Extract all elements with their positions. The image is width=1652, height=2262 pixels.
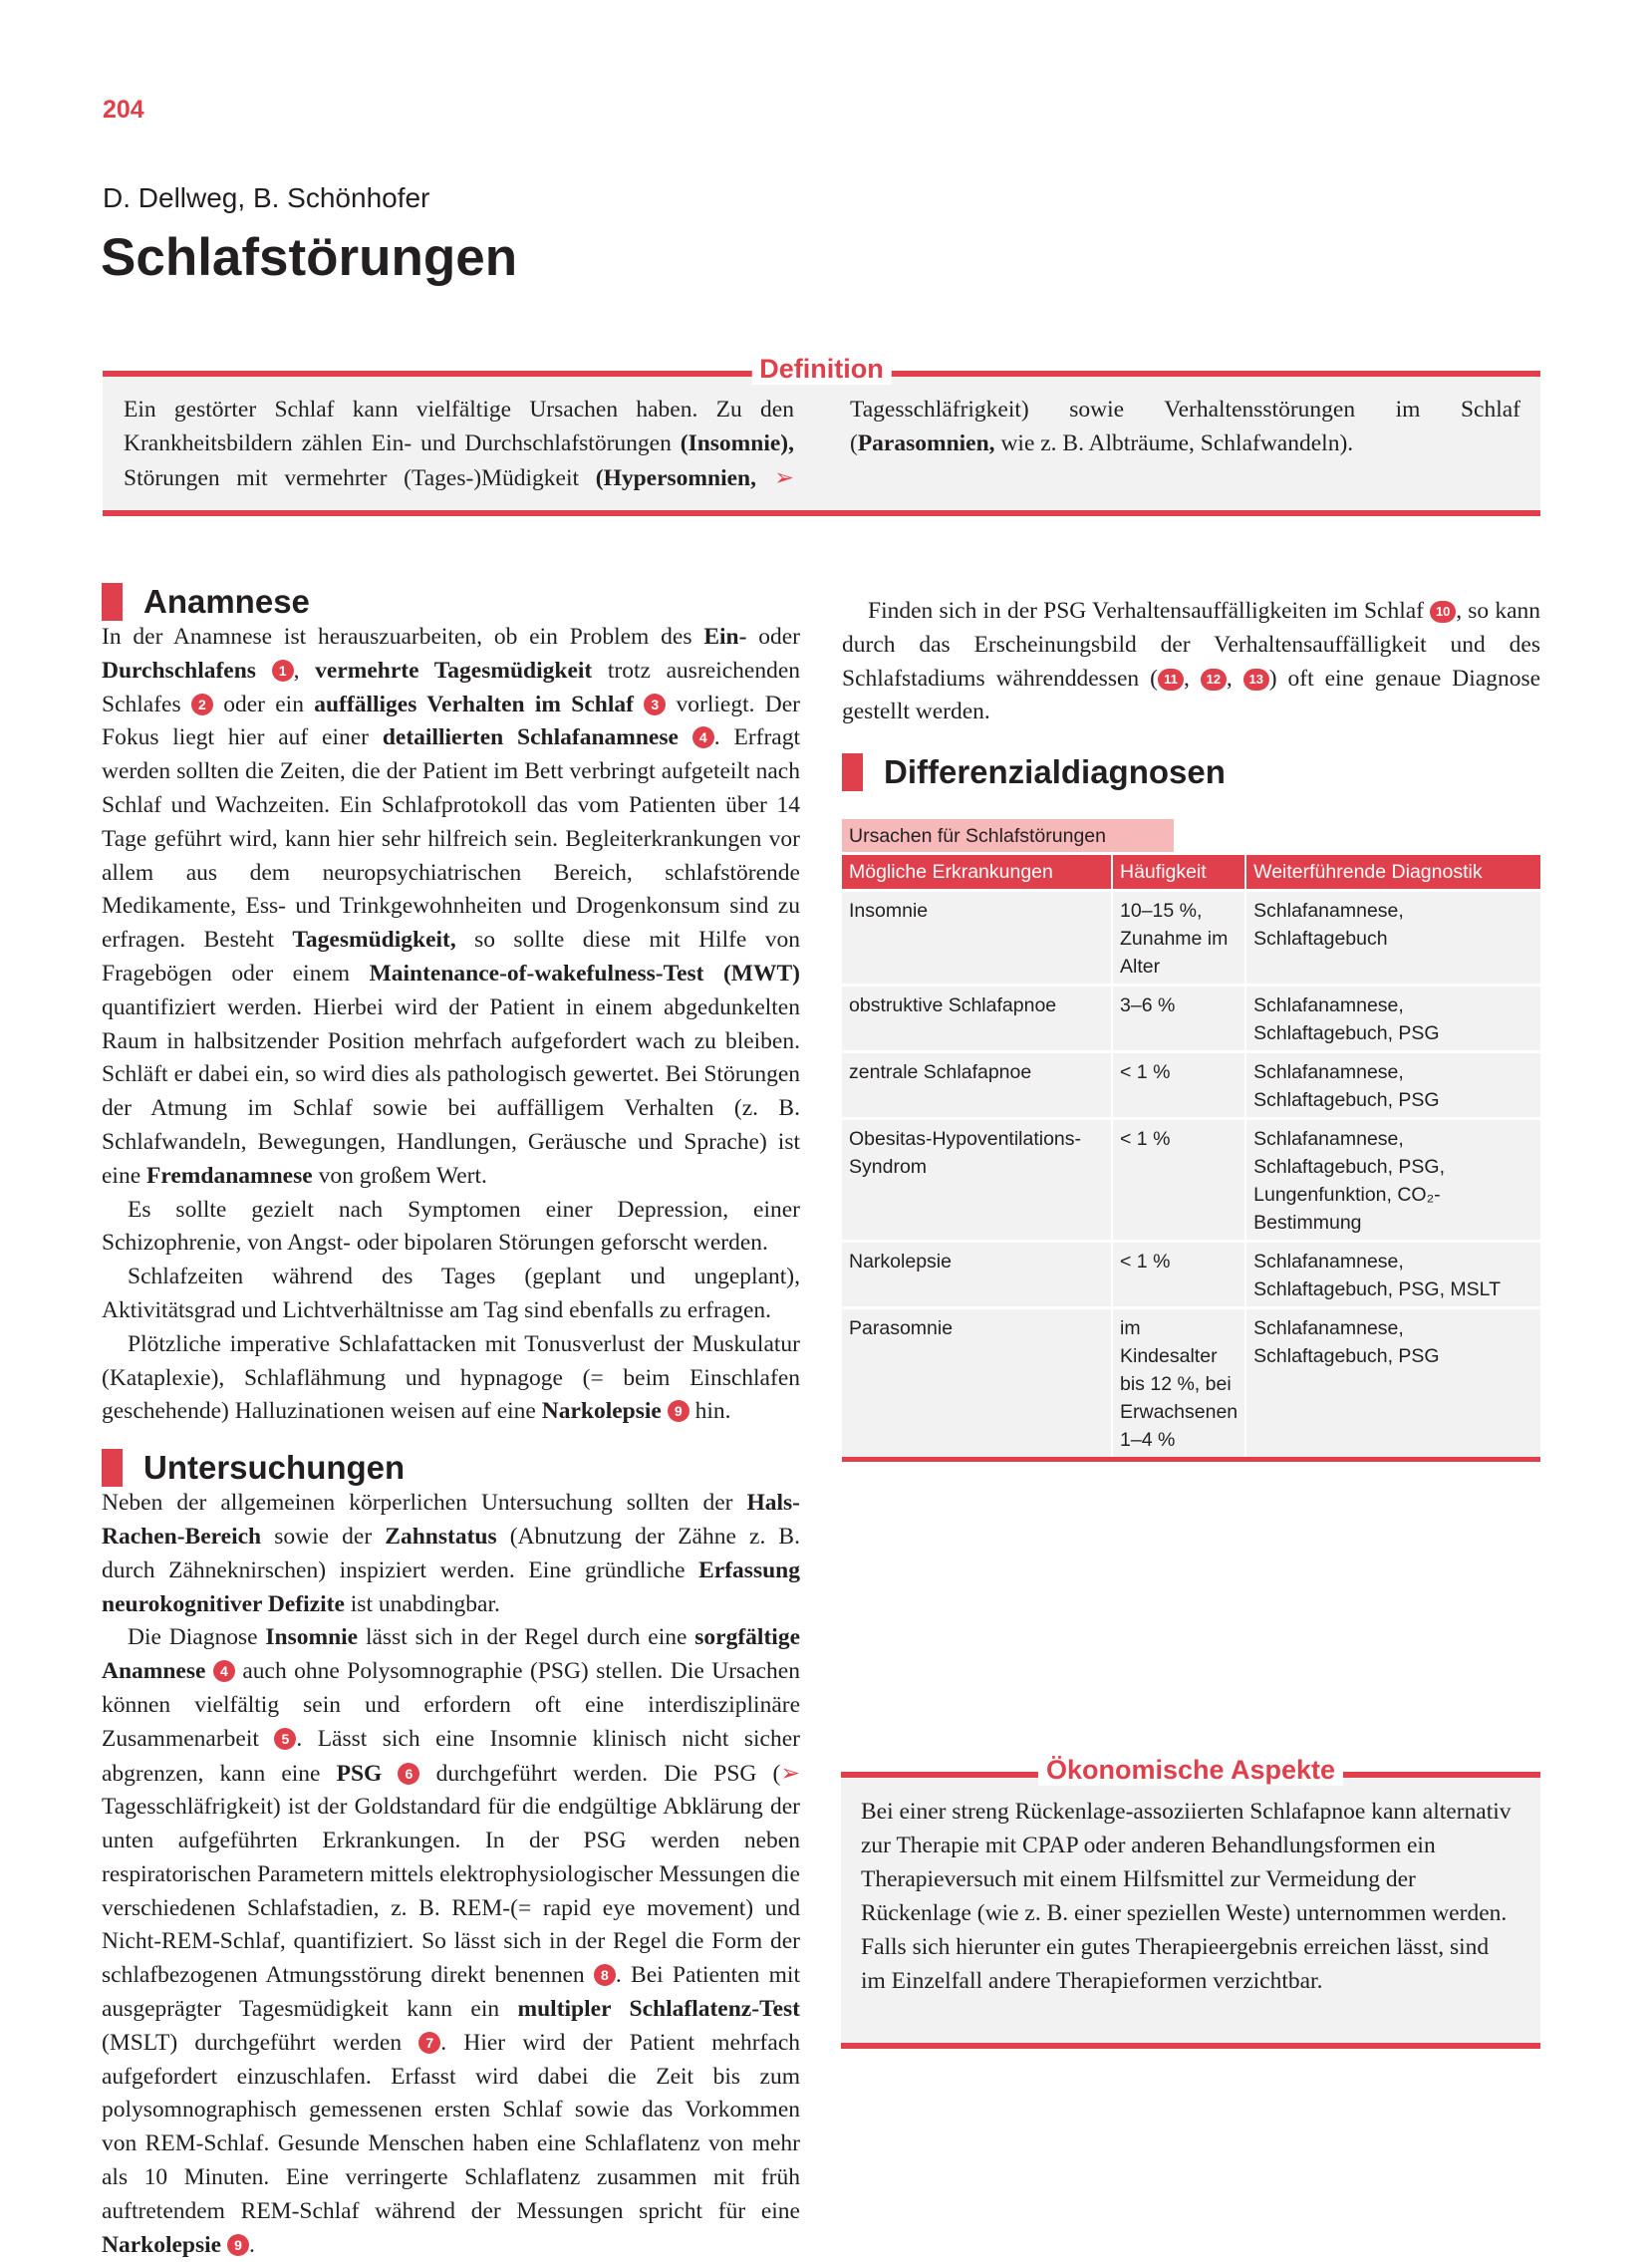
table-cell: Obesitas-Hypoventilations-Syndrom <box>842 1118 1112 1241</box>
reference-marker: 11 <box>1158 669 1184 691</box>
page-number: 204 <box>103 96 144 124</box>
table-cell: Parasomnie <box>842 1307 1112 1457</box>
anamnese-paragraph: In der Anamnese ist herauszuarbeiten, ob ein Problem des Ein- oder Durchschlafens 1 , vermehrte Tagesmüdigkeit trotz ausreichenden Schlafes 2 oder ein auffälliges Verhalten im Schlaf 3 vorliegt. Der Fokus liegt hier auf einer detaillierten Schlafanamnese 4 . Erfragt werden sollten die Zeiten, die der Patient im Bett verbringt aufgeteilt nach Schlaf und Wachzeiten. Ein Schlafprotokoll das vom Patienten über 14 Tage geführt wird, kann hier sehr hilfreich sein. Begleiterkrankungen vor allem aus dem neuropsychiatrischen Bereich, schlafstörende Medikamente, Ess- und Trinkgewohnheiten und Drogenkonsum sind zu erfragen. Besteht Tagesmüdigkeit, so sollte diese mit Hilfe von Fragebögen oder einem Maintenance-of-wakefulness-Test (MWT) quantifiziert werden. Hierbei wird der Patient in einem abgedunkelten Raum in halbsitzender Position mehrfach aufgefordert wach zu bleiben. Schläft er dabei ein, so wird dies als pathologisch gewertet. Bei Störungen der Atmung im Schlaf sowie bei auffälligem Verhalten (z. B. Schlafwandeln, Bewegungen, Handlungen, Geräusche und Sprache) ist eine Fremdanamnese von großem Wert. <box>102 624 801 1189</box>
table-cell: obstruktive Schlafapnoe <box>842 985 1112 1051</box>
table-cell: Schlafanamnese, Schlaftagebuch, PSG <box>1245 1051 1540 1118</box>
column-header: Mögliche Erkrankungen <box>842 855 1112 891</box>
cross-reference-arrow-icon: ➢ <box>780 1758 801 1787</box>
cross-reference-arrow-icon: ➢ <box>755 463 794 491</box>
economic-aspects-box <box>841 1755 1540 2049</box>
heading-marker <box>842 753 863 791</box>
untersuchungen-paragraph: Die Diagnose Insomnie lässt sich in der Regel durch eine sorgfältige Anamnese 4 auch ohne Polysomnographie (PSG) stellen. Die Ursachen können vielfältig sein und erfordern oft eine interdisziplinäre Zusammenarbeit 5 . Lässt sich eine Insomnie klinisch nicht sicher abgrenzen, kann eine PSG 6 durchgeführt werden. Die PSG (➢ Tagesschläfrigkeit) ist der Goldstandard für die endgültige Abklärung der unten aufgeführten Erkrankungen. In der PSG werden neben respiratorischen Parametern mittels elektrophysiologischer Messungen die verschiedenen Schlafstadien, z. B. REM-(= rapid eye movement) und Nicht-REM-Schlaf, quantifiziert. So lässt sich in der Regel die Form der schlafbezogenen Atmungsstörung direkt benennen 8 . Bei Patienten mit ausgeprägter Tagesmüdigkeit kann ein multipler Schlaflatenz-Test (MSLT) durchgeführt werden 7 . Hier wird der Patient mehrfach aufgefordert einzuschlafen. Erfasst wird dabei die Zeit bis zum polysomnographisch gemessenen ersten Schlaf sowie das Vorkommen von REM-Schlaf. Gesunde Menschen haben eine Schlaflatenz von mehr als 10 Minuten. Eine verringerte Schlaflatenz zusammen mit früh auftretendem REM-Schlaf während der Messungen spricht für eine Narkolepsie 9 . <box>102 1624 801 2258</box>
reference-marker: 7 <box>418 2032 440 2054</box>
table-cell: Schlafanamnese, Schlaftagebuch <box>1245 890 1540 985</box>
table-cell: 3–6 % <box>1112 985 1245 1051</box>
anamnese-paragraph: Plötzliche imperative Schlafattacken mit Tonusverlust der Muskulatur (Kataplexie), Schlaflähmung und hypnagoge (= beim Einschlafen geschehende) Halluzinationen weisen auf eine Narkolepsie 9 hin. <box>102 1330 800 1425</box>
reference-marker: 9 <box>227 2234 249 2256</box>
reference-marker: 4 <box>213 1660 235 1682</box>
definition-text: Ein gestörter Schlaf kann vielfältige Ursachen haben. Zu den Krankheitsbildern zählen Ein- und Durchschlafstörungen (Insomnie), Störungen mit vermehrter (Tages-)Müdigkeit (Hypersomnien, ➢ Tagesschläfrigkeit) sowie Verhaltensstörungen im Schlaf (Parasomnien, wie z. B. Albträume, Schlafwandeln). <box>124 397 1520 491</box>
table-row <box>842 1307 1540 1457</box>
table-row <box>842 1118 1540 1241</box>
table-row <box>842 1051 1540 1118</box>
definition-box <box>103 354 1540 516</box>
right-column <box>842 595 1540 1462</box>
table-cell: im Kindesalter bis 12 %, bei Erwachsenen 1–4 % <box>1112 1307 1245 1457</box>
table-cell: 10–15 %, Zunahme im Alter <box>1112 890 1245 985</box>
section-heading-differenzialdiagnosen: Differenzialdiagnosen <box>842 753 1540 791</box>
definition-bottom-rule <box>103 510 1540 516</box>
section-heading-untersuchungen: Untersuchungen <box>102 1449 800 1487</box>
economic-aspects-label: Ökonomische Aspekte <box>1038 1755 1343 1786</box>
anamnese-paragraph: Schlafzeiten während des Tages (geplant und ungeplant), Aktivitätsgrad und Lichtverhältnisse am Tag sind ebenfalls zu erfragen. <box>102 1264 800 1323</box>
table-cell: Insomnie <box>842 890 1112 985</box>
table-cell: Schlafanamnese, Schlaftagebuch, PSG, Lungenfunktion, CO₂-Bestimmung <box>1245 1118 1540 1241</box>
reference-marker: 12 <box>1201 669 1227 691</box>
section-heading-anamnese: Anamnese <box>102 583 800 621</box>
reference-marker: 5 <box>274 1728 296 1750</box>
untersuchungen-paragraph: Finden sich in der PSG Verhaltensauffälligkeiten im Schlaf 10 , so kann durch das Erscheinungsbild der Verhaltensauffälligkeit und des Schlafstadiums währenddessen ( 11 , 12 , 13 ) oft eine genaue Diagnose gestellt werden. <box>842 598 1541 725</box>
economic-bottom-rule <box>841 2043 1540 2049</box>
table-row <box>842 985 1540 1051</box>
reference-marker: 8 <box>594 1964 616 1986</box>
column-header: Weiterführende Diagnostik <box>1245 855 1540 891</box>
table-cell: < 1 % <box>1112 1241 1245 1307</box>
reference-marker: 1 <box>272 660 294 682</box>
table-cell: < 1 % <box>1112 1051 1245 1118</box>
table-cell: Schlafanamnese, Schlaftagebuch, PSG, MSLT <box>1245 1241 1540 1307</box>
reference-marker: 3 <box>644 694 666 715</box>
table-header-row <box>842 855 1540 891</box>
table-cell: < 1 % <box>1112 1118 1245 1241</box>
sleep-disorder-causes-table <box>842 855 1540 1457</box>
table-cell: Schlafanamnese, Schlaftagebuch, PSG <box>1245 1307 1540 1457</box>
table-cell: zentrale Schlafapnoe <box>842 1051 1112 1118</box>
heading-marker <box>102 583 123 621</box>
table-row <box>842 1241 1540 1307</box>
table-cell: Schlafanamnese, Schlaftagebuch, PSG <box>1245 985 1540 1051</box>
reference-marker: 4 <box>692 726 714 748</box>
column-header: Häufigkeit <box>1112 855 1245 891</box>
table-bottom-rule <box>842 1457 1540 1462</box>
anamnese-paragraph: Es sollte gezielt nach Symptomen einer Depression, einer Schizophrenie, von Angst- oder bipolaren Störungen geforscht werden. <box>102 1196 800 1257</box>
reference-marker: 10 <box>1430 601 1456 623</box>
table-cell: Narkolepsie <box>842 1241 1112 1307</box>
reference-marker: 9 <box>668 1400 689 1422</box>
chapter-title: Schlafstörungen <box>101 228 518 287</box>
reference-marker: 2 <box>191 694 213 715</box>
heading-marker <box>102 1449 123 1487</box>
chapter-authors: D. Dellweg, B. Schönhofer <box>103 182 430 213</box>
reference-marker: 6 <box>398 1763 419 1785</box>
table-row <box>842 890 1540 985</box>
reference-marker: 13 <box>1243 669 1269 691</box>
economic-aspects-text: Bei einer streng Rückenlage-assoziierten Schlafapnoe kann alternativ zur Therapie mit CPAP oder anderen Behandlungsformen ein Therapieversuch mit einem Hilfsmittel zur Vermeidung der Rückenlage (wie z. B. einer speziellen Weste) unternommen werden. Falls sich hierunter ein gutes Therapieergebnis erreichen lässt, sind im Einzelfall andere Therapieformen verzichtbar. <box>861 1799 1512 1994</box>
left-column <box>102 583 800 2262</box>
untersuchungen-paragraph: Neben der allgemeinen körperlichen Untersuchung sollten der Hals-Rachen-Bereich sowie der Zahnstatus (Abnutzung der Zähne z. B. durch Zähneknirschen) inspiziert werden. Eine gründliche Erfassung neurokognitiver Defizite ist unabdingbar. <box>102 1490 800 1617</box>
definition-label: Definition <box>751 354 891 385</box>
table-caption: Ursachen für Schlafstörungen <box>842 819 1174 852</box>
